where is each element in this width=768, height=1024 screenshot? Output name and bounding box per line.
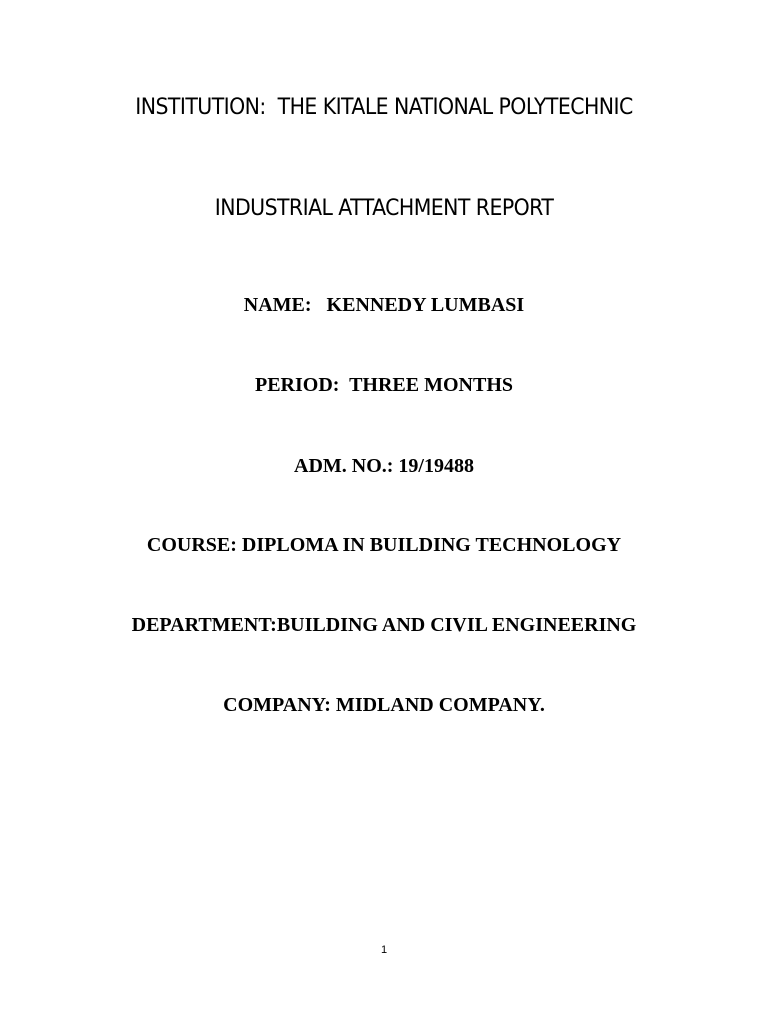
attachment-period: PERIOD: THREE MONTHS xyxy=(255,374,513,396)
department-name: DEPARTMENT:BUILDING AND CIVIL ENGINEERING xyxy=(131,614,637,636)
report-title: INDUSTRIAL ATTACHMENT REPORT xyxy=(214,196,554,221)
company-name: COMPANY: MIDLAND COMPANY. xyxy=(223,694,545,716)
student-name: NAME: KENNEDY LUMBASI xyxy=(243,294,525,316)
course-name: COURSE: DIPLOMA IN BUILDING TECHNOLOGY xyxy=(146,534,622,556)
institution-heading: INSTITUTION: THE KITALE NATIONAL POLYTECHNIC xyxy=(135,95,633,120)
admission-number: ADM. NO.: 19/19488 xyxy=(294,455,474,477)
page-number: 1 xyxy=(380,944,388,956)
